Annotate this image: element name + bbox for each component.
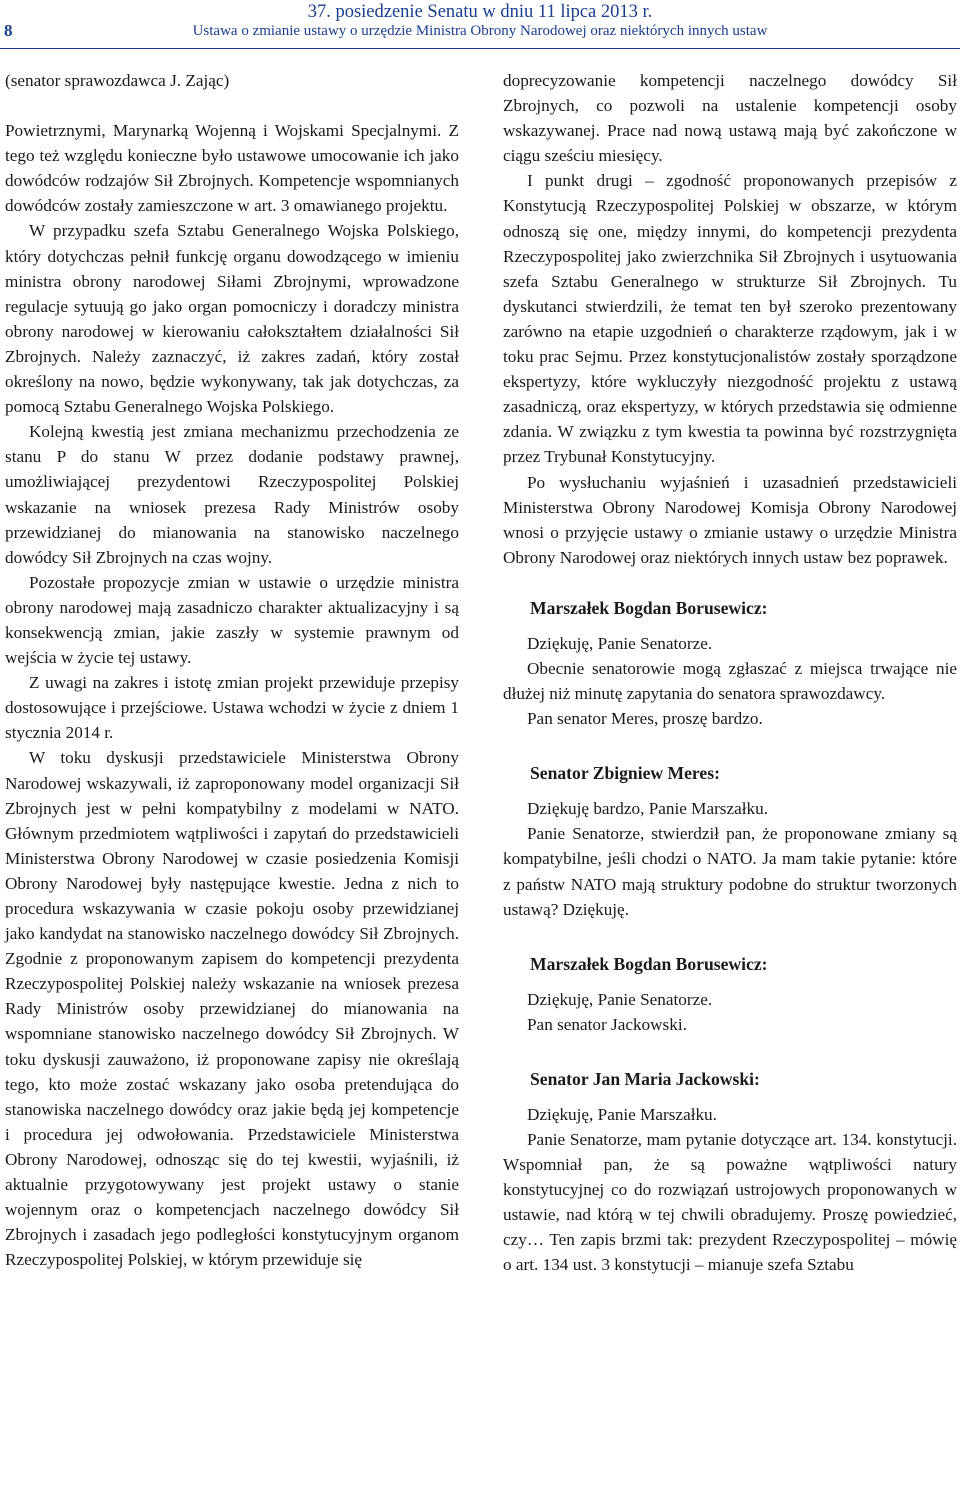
page-number: 8 [4, 21, 13, 40]
left-column [5, 68, 459, 1272]
speaker-attribution: (senator sprawozdawca J. Zając) [5, 71, 230, 90]
speaker-heading: Marszałek Bogdan Borusewicz: [530, 953, 768, 974]
paragraph: doprecyzowanie kompetencji naczelnego dowódcy Sił Zbrojnych, co pozwoli na ustalenie kompetencji osoby wskazywanej. Prace nad nową ustawą mają być zakończone w ciągu sześciu miesięcy. [503, 71, 957, 166]
page-header [0, 0, 960, 50]
speaker-heading: Senator Jan Maria Jackowski: [530, 1068, 760, 1089]
paragraph: Powietrznymi, Marynarką Wojenną i Wojskami Specjalnymi. Z tego też względu konieczne było ustawowe umocowanie ich jako dowódców rodzajów Sił Zbrojnych. Kompetencje wspomnianych dowódców zostały zamieszczone w art. 3 omawianego projektu. [5, 121, 459, 216]
paragraph: Pozostałe propozycje zmian w ustawie o urzędzie ministra obrony narodowej mają zasadniczo charakter aktualizacyjny i są konsekwencją zmian, jakie zaszły w systemie prawnym od wejścia w życie tej ustawy. [5, 572, 459, 668]
bill-title: Ustawa o zmianie ustawy o urzędzie Ministra Obrony Narodowej oraz niektórych innych ustaw [192, 23, 768, 39]
paragraph: Dziękuję, Panie Marszałku. [527, 1104, 717, 1124]
paragraph: W przypadku szefa Sztabu Generalnego Wojska Polskiego, który dotychczas pełnił funkcję organu dowodzącego w imieniu ministra obrony narodowej Siłami Zbrojnymi, wprowadzone regulacje sytuują go jako organ pomocniczy i doradczy ministra obrony narodowej w kierowaniu całokształtem działalności Sił Zbrojnych. Należy zaznaczyć, iż zakres zadań, który został określony na nowo, będzie wykonywany, tak jak dotychczas, za pomocą Sztabu Generalnego Wojska Polskiego. [5, 221, 459, 417]
paragraph: Panie Senatorze, mam pytanie dotyczące art. 134. konstytucji. Wspomniał pan, że są poważne wątpliwości natury konstytucyjnej co do rozwiązań ustrojowych proponowanych w ustawie, nad którą w tej chwili obradujemy. Proszę powiedzieć, czy… Ten zapis brzmi tak: prezydent Rzeczypospolitej – mówię o art. 134 ust. 3 konstytucji – mianuje szefa Sztabu [503, 1130, 957, 1275]
session-title: 37. posiedzenie Senatu w dniu 11 lipca 2013 r. [307, 2, 653, 22]
paragraph: Dziękuję, Panie Senatorze. [527, 633, 713, 653]
speaker-heading: Senator Zbigniew Meres: [530, 763, 720, 784]
paragraph: Z uwagi na zakres i istotę zmian projekt przewiduje przepisy dostosowujące i przejściowe. Ustawa wchodzi w życie z dniem 1 stycznia 2014 r. [5, 673, 459, 743]
paragraph: Po wysłuchaniu wyjaśnień i uzasadnień przedstawicieli Ministerstwa Obrony Narodowej Komisja Obrony Narodowej wnosi o przyjęcie ustawy o zmianie ustawy o urzędzie Ministra Obrony Narodowej oraz niektórych innych ustaw bez poprawek. [503, 472, 957, 567]
paragraph: Kolejną kwestią jest zmiana mechanizmu przechodzenia ze stanu P do stanu W przez dodanie podstawy prawnej, umożliwiającej prezydentowi Rzeczypospolitej Polskiej wskazanie na wniosek prezesa Rady Ministrów osoby przewidzianej do mianowania na stanowisko naczelnego dowódcy Sił Zbrojnych na czas wojny. [5, 422, 459, 567]
header-divider [0, 48, 960, 49]
right-column [503, 68, 957, 1278]
speaker-heading: Marszałek Bogdan Borusewicz: [530, 597, 768, 618]
paragraph: Dziękuję bardzo, Panie Marszałku. [527, 799, 769, 819]
paragraph: Pan senator Meres, proszę bardzo. [527, 709, 763, 729]
paragraph: Obecnie senatorowie mogą zgłaszać z miejsca trwające nie dłużej niż minutę zapytania do senatora sprawozdawcy. [503, 658, 957, 704]
paragraph: Panie Senatorze, stwierdził pan, że proponowane zmiany są kompatybilne, jeśli chodzi o NATO. Ja mam takie pytanie: które z państw NATO mają struktury podobne do struktur tworzonych ustawą? Dziękuję. [503, 824, 957, 919]
paragraph: Dziękuję, Panie Senatorze. [527, 989, 713, 1009]
paragraph: Pan senator Jackowski. [527, 1014, 687, 1034]
paragraph: I punkt drugi – zgodność proponowanych przepisów z Konstytucją Rzeczypospolitej Polskiej w obszarze, w którym odnoszą się one, między innymi, do kompetencji prezydenta Rzeczypospolitej jako zwierzchnika Sił Zbrojnych i usytuowania szefa Sztabu Generalnego w strukturze Sił Zbrojnych. Tu dyskutanci stwierdzili, że temat ten był szeroko prezentowany zarówno na etapie uzgodnień o charakterze rządowym, jak i w toku prac Sejmu. Przez konstytucjonalistów zostały sporządzone ekspertyzy, które wykluczyły niezgodność projektu z ustawą zasadniczą, oraz ekspertyzy, w których przedstawia się odmienne zdania. W związku z tym kwestia ta powinna być rozstrzygnięta przez Trybunał Konstytucyjny. [503, 171, 957, 467]
paragraph: W toku dyskusji przedstawiciele Ministerstwa Obrony Narodowej wskazywali, iż zaproponowany model organizacji Sił Zbrojnych jest w pełni kompatybilny z modelami w NATO. Głównym przedmiotem wątpliwości i zapytań do przedstawicieli Ministerstwa Obrony Narodowej w czasie posiedzenia Komisji Obrony Narodowej były następujące kwestie. Jedna z nich to procedura wskazywania w czasie pokoju osoby przewidzianej jako kandydat na stanowisko naczelnego dowódcy Sił Zbrojnych. Zgodnie z proponowanym zapisem do kompetencji prezydenta Rzeczypospolitej Polskiej należy wskazanie na wniosek prezesa Rady Ministrów osoby przewidzianej do mianowania na wspomniane stanowisko naczelnego dowódcy Sił Zbrojnych. W toku dyskusji zauważono, iż proponowane zapisy nie określają tego, kto może zostać wskazany jako osoba pretendująca do stanowiska naczelnego dowódcy oraz jakie będą jej kompetencje i procedura jej odwołowania. Przedstawiciele Ministerstwa Obrony Narodowej, odnosząc się do tej kwestii, wyjaśnili, iż aktualnie przygotowywany jest projekt ustawy o stanie wojennym oraz o kompetencjach naczelnego dowódcy Sił Zbrojnych i zasadach jego podległości konstytucyjnym organom Rzeczypospolitej Polskiej, w którym przewiduje się [5, 748, 459, 1270]
